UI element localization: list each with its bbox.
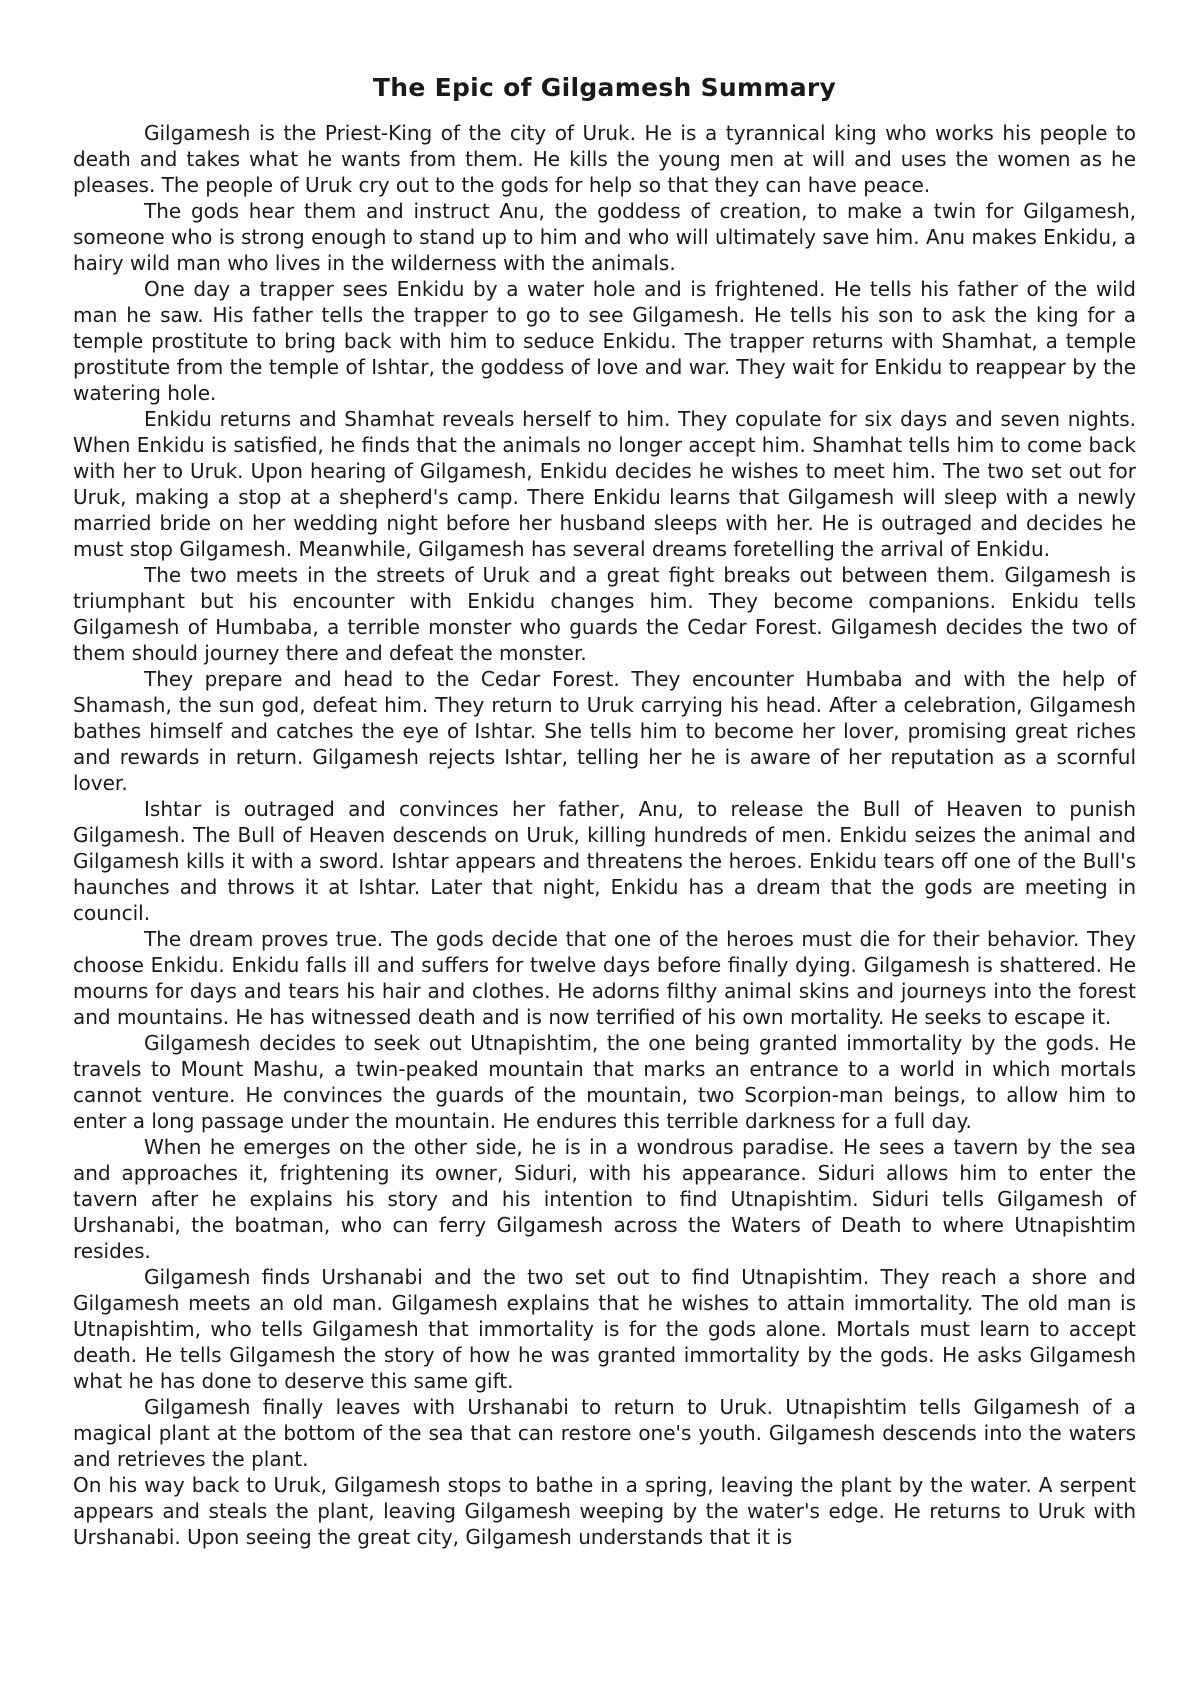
paragraph-8: The dream proves true. The gods decide that one of the heroes must die for their behavior. They choose Enkidu. Enkidu falls ill and suffers for twelve days before finally dying. Gilgamesh is shattered. He mourns for days and tears his hair and clothes. He adorns filthy animal skins and journeys into the forest and mountains. He has witnessed death and is now terrified of his own mortality. He seeks to escape it. — [73, 927, 1136, 1029]
document-body — [73, 120, 1136, 1550]
paragraph-12: Gilgamesh finally leaves with Urshanabi to return to Uruk. Utnapishtim tells Gilgamesh of a magical plant at the bottom of the sea that can restore one's youth. Gilgamesh descends into the waters and retrieves the plant. — [73, 1395, 1136, 1471]
paragraph-3: One day a trapper sees Enkidu by a water hole and is frightened. He tells his father of the wild man he saw. His father tells the trapper to go to see Gilgamesh. He tells his son to ask the king for a temple prostitute to bring back with him to seduce Enkidu. The trapper returns with Shamhat, a temple prostitute from the temple of Ishtar, the goddess of love and war. They wait for Enkidu to reappear by the watering hole. — [73, 277, 1136, 405]
paragraph-13: On his way back to Uruk, Gilgamesh stops to bathe in a spring, leaving the plant by the water. A serpent appears and steals the plant, leaving Gilgamesh weeping by the water's edge. He returns to Uruk with Urshanabi. Upon seeing the great city, Gilgamesh understands that it is — [73, 1473, 1136, 1549]
document-title: The Epic of Gilgamesh Summary — [372, 73, 837, 102]
document-content — [73, 72, 1136, 1550]
paragraph-5: The two meets in the streets of Uruk and a great fight breaks out between them. Gilgamesh is triumphant but his encounter with Enkidu changes him. They become companions. Enkidu tells Gilgamesh of Humbaba, a terrible monster who guards the Cedar Forest. Gilgamesh decides the two of them should journey there and defeat the monster. — [73, 563, 1136, 665]
paragraph-7: Ishtar is outraged and convinces her father, Anu, to release the Bull of Heaven to punish Gilgamesh. The Bull of Heaven descends on Uruk, killing hundreds of men. Enkidu seizes the animal and Gilgamesh kills it with a sword. Ishtar appears and threatens the heroes. Enkidu tears off one of the Bull's haunches and throws it at Ishtar. Later that night, Enkidu has a dream that the gods are meeting in council. — [73, 797, 1136, 925]
paragraph-9: Gilgamesh decides to seek out Utnapishtim, the one being granted immortality by the gods. He travels to Mount Mashu, a twin-peaked mountain that marks an entrance to a world in which mortals cannot venture. He convinces the guards of the mountain, two Scorpion-man beings, to allow him to enter a long passage under the mountain. He endures this terrible darkness for a full day. — [73, 1031, 1136, 1133]
paragraph-1: Gilgamesh is the Priest-King of the city of Uruk. He is a tyrannical king who works his people to death and takes what he wants from them. He kills the young men at will and uses the women as he pleases. The people of Uruk cry out to the gods for help so that they can have peace. — [73, 121, 1136, 197]
paragraph-10: When he emerges on the other side, he is in a wondrous paradise. He sees a tavern by the sea and approaches it, frightening its owner, Siduri, with his appearance. Siduri allows him to enter the tavern after he explains his story and his intention to find Utnapishtim. Siduri tells Gilgamesh of Urshanabi, the boatman, who can ferry Gilgamesh across the Waters of Death to where Utnapishtim resides. — [73, 1135, 1136, 1263]
paragraph-2: The gods hear them and instruct Anu, the goddess of creation, to make a twin for Gilgamesh, someone who is strong enough to stand up to him and who will ultimately save him. Anu makes Enkidu, a hairy wild man who lives in the wilderness with the animals. — [73, 199, 1136, 275]
paragraph-6: They prepare and head to the Cedar Forest. They encounter Humbaba and with the help of Shamash, the sun god, defeat him. They return to Uruk carrying his head. After a celebration, Gilgamesh bathes himself and catches the eye of Ishtar. She tells him to become her lover, promising great riches and rewards in return. Gilgamesh rejects Ishtar, telling her he is aware of her reputation as a scornful lover. — [73, 667, 1136, 795]
paragraph-4: Enkidu returns and Shamhat reveals herself to him. They copulate for six days and seven nights. When Enkidu is satisfied, he finds that the animals no longer accept him. Shamhat tells him to come back with her to Uruk. Upon hearing of Gilgamesh, Enkidu decides he wishes to meet him. The two set out for Uruk, making a stop at a shepherd's camp. There Enkidu learns that Gilgamesh will sleep with a newly married bride on her wedding night before her husband sleeps with her. He is outraged and decides he must stop Gilgamesh. Meanwhile, Gilgamesh has several dreams foretelling the arrival of Enkidu. — [73, 407, 1136, 561]
paragraph-11: Gilgamesh finds Urshanabi and the two set out to find Utnapishtim. They reach a shore and Gilgamesh meets an old man. Gilgamesh explains that he wishes to attain immortality. The old man is Utnapishtim, who tells Gilgamesh that immortality is for the gods alone. Mortals must learn to accept death. He tells Gilgamesh the story of how he was granted immortality by the gods. He asks Gilgamesh what he has done to deserve this same gift. — [73, 1265, 1136, 1393]
